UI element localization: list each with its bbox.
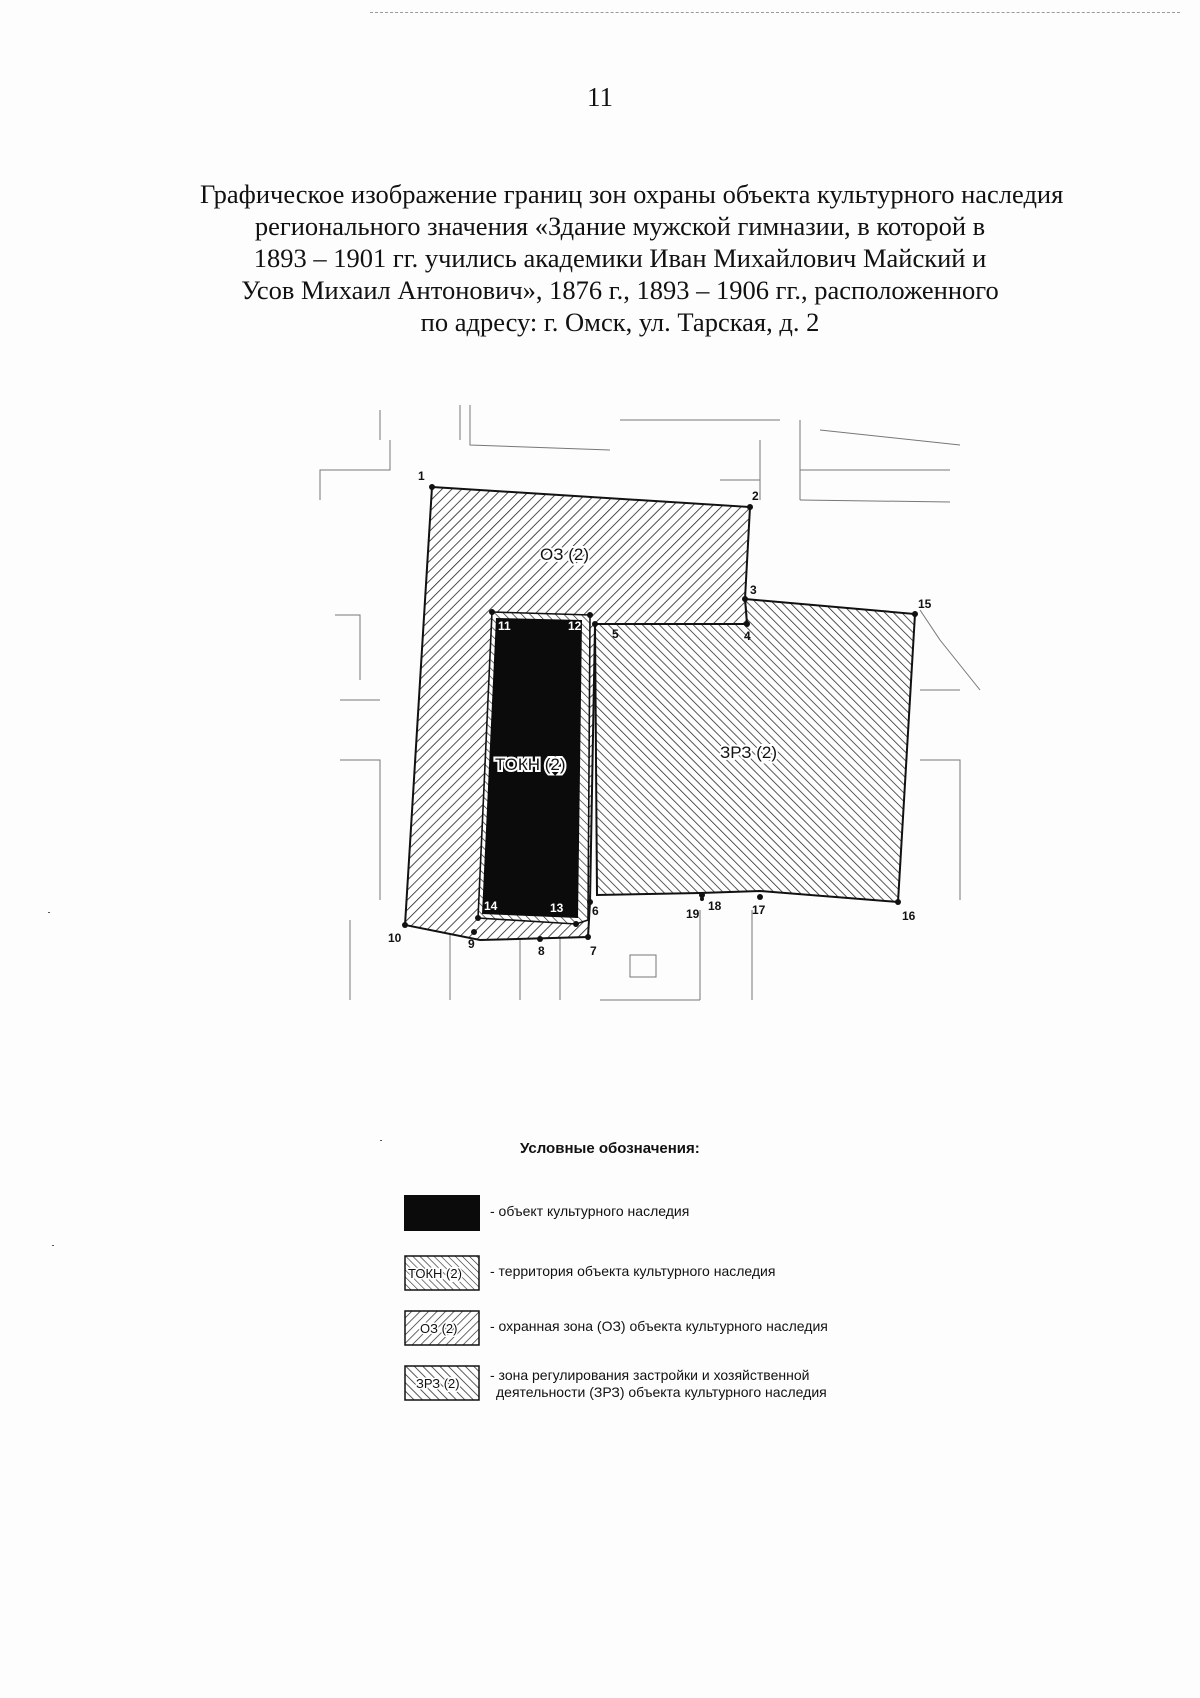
point-label: 13 xyxy=(550,901,564,915)
boundary-point xyxy=(700,897,704,901)
boundary-point xyxy=(747,504,753,510)
title-line: регионального значения «Здание мужской гимназии, в которой в xyxy=(254,211,986,241)
legend-text: - объект культурного наследия xyxy=(490,1203,690,1219)
scan-speck xyxy=(52,1245,54,1246)
point-label: 2 xyxy=(752,489,759,503)
legend-title: Условные обозначения: xyxy=(520,1140,700,1157)
legend-swatch-label: ТОКН (2) xyxy=(408,1266,462,1281)
point-label: 10 xyxy=(388,931,402,945)
boundary-map xyxy=(300,400,1000,1020)
boundary-point xyxy=(895,899,901,905)
boundary-point xyxy=(573,921,579,927)
boundary-point xyxy=(471,929,477,935)
boundary-point xyxy=(537,936,543,942)
title-line: Усов Михаил Антонович», 1876 г., 1893 – 1906 гг., расположенного xyxy=(241,275,999,305)
point-label: 3 xyxy=(750,583,757,597)
document-title xyxy=(200,178,1064,338)
boundary-point xyxy=(742,596,748,602)
scan-speck xyxy=(380,1140,382,1141)
legend-swatch-label: ОЗ (2) xyxy=(420,1321,458,1336)
point-label: 18 xyxy=(708,899,722,913)
legend-swatch-zrz xyxy=(404,1365,480,1401)
boundary-point xyxy=(744,621,750,627)
boundary-point xyxy=(475,915,481,921)
point-label: 16 xyxy=(902,909,916,923)
boundary-point xyxy=(585,934,591,940)
boundary-point xyxy=(912,611,918,617)
zrz-zone-label: ЗРЗ (2) xyxy=(720,743,778,762)
legend-text-line: - зона регулирования застройки и хозяйственной xyxy=(490,1367,810,1383)
title-line: Графическое изображение границ зон охраны объекта культурного наследия xyxy=(200,179,1064,209)
boundary-point xyxy=(429,484,435,490)
legend-swatch-label: ЗРЗ (2) xyxy=(416,1376,460,1391)
point-label: 6 xyxy=(592,904,599,918)
point-label: 15 xyxy=(918,597,932,611)
legend-swatch-oz xyxy=(404,1310,480,1346)
point-label: 8 xyxy=(538,944,545,958)
boundary-point xyxy=(757,894,763,900)
point-label: 7 xyxy=(590,944,597,958)
tokn-zone-label: ТОКН (2) xyxy=(495,755,566,774)
legend-text-line: деятельности (ЗРЗ) объекта культурного наследия xyxy=(496,1384,827,1400)
boundary-point xyxy=(587,612,593,618)
oz-zone-label: ОЗ (2) xyxy=(540,545,589,564)
title-line: по адресу: г. Омск, ул. Тарская, д. 2 xyxy=(420,307,820,337)
boundary-point xyxy=(592,621,598,627)
point-label: 5 xyxy=(612,627,619,641)
boundary-point xyxy=(489,609,495,615)
legend-text: - охранная зона (ОЗ) объекта культурного наследия xyxy=(490,1318,828,1334)
point-label: 9 xyxy=(468,937,475,951)
point-label: 1 xyxy=(418,469,425,483)
point-label: 11 xyxy=(498,619,511,633)
page-number: 11 xyxy=(587,82,613,112)
legend-swatch-tokn xyxy=(404,1255,480,1291)
point-label: 4 xyxy=(744,629,751,643)
legend-text xyxy=(490,1367,827,1401)
point-label: 14 xyxy=(484,899,498,913)
title-line: 1893 – 1901 гг. учились академики Иван Михайлович Майский и xyxy=(253,243,987,273)
boundary-point xyxy=(402,922,408,928)
legend-text: - территория объекта культурного наследия xyxy=(490,1263,776,1279)
point-label: 19 xyxy=(686,907,700,921)
legend-swatch-black xyxy=(404,1195,480,1231)
point-label: 12 xyxy=(568,619,582,633)
top-rule xyxy=(370,12,1180,13)
point-label: 17 xyxy=(752,903,766,917)
scan-speck xyxy=(48,912,50,913)
